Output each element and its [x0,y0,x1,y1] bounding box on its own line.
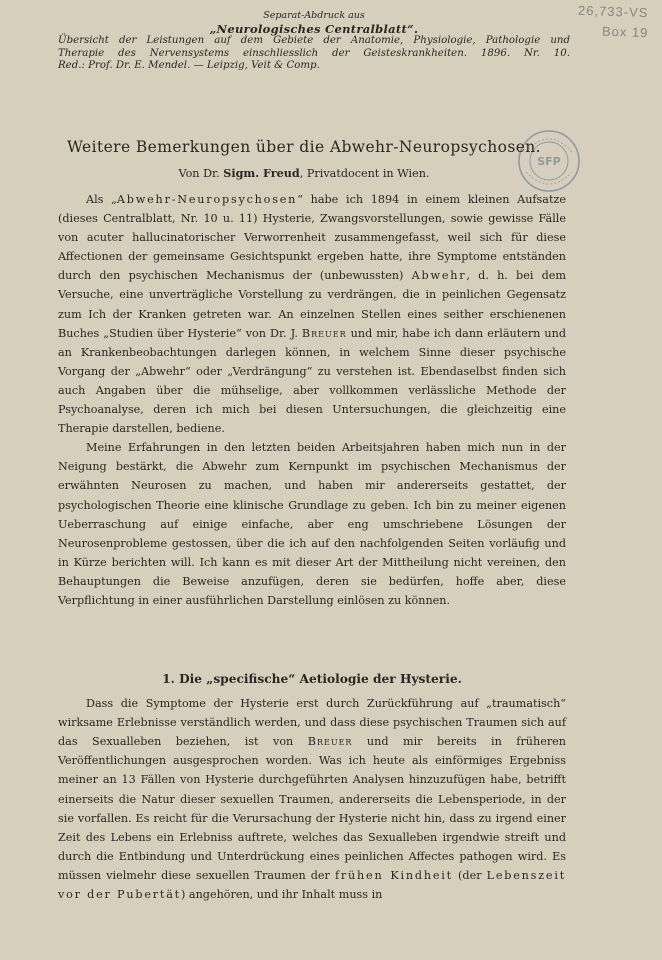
article-byline [54,166,554,180]
paragraph-2: Meine Erfahrungen in den letzten beiden Arbeitsjahren haben mich nun in der Neigung bestärkt, die Abwehr zum Kernpunkt im psychischen Mechanismus der erwähnten Neurosen zu machen, und haben mir andererseits gestattet, der psychologischen Theorie eine klinische Grundlage zu geben. Ich bin zu meiner eigenen Ueberraschung auf einige einfache, aber eng umschriebene Lösungen der Neurosenprobleme gestossen, über die ich auf den nachfolgenden Seiten vorläufig und in Kürze berichten will. Ich kann es mit dieser Art der Mittheilung nicht vereinen, den Behauptungen die Beweise anzufügen, deren sie bedürfen, hoffe aber, diese Verpflichtung in einer ausführlichen Darstellung einlösen zu können. [58,441,566,607]
p1-text-a: Als „ [86,193,117,206]
p1-term-abwehr: Abwehr [411,269,467,283]
p3-text-a: Dass die Symptome der Hysterie erst durch Zurückführung auf „traumatisch“ wirksame Erlebnisse verständlich werden, und dass diese psychischen Traumen sich auf das Sexualleben beziehen, ist von [58,697,566,749]
paragraph-3 [58,694,566,904]
p3-term-prepuberty: Lebenszeit vor der Pubertät [58,868,567,902]
author-name: Sigm. Freud [223,166,300,180]
journal-subtitle-line-2: Therapie des Nervensystems einschliesslich der Geisteskrankheiten. 1896. Nr. 10. [58,47,570,59]
p3-term-early-childhood: frühen Kindheit [334,868,453,882]
svg-text:SFP: SFP [537,155,561,168]
p3-text-d: ) angehören, und ihr Inhalt muss in [180,888,383,902]
article-title: Weitere Bemerkungen über die Abwehr-Neuropsychosen. [66,138,542,156]
p1-text-c: , d. h. bei dem Versuche, eine unverträgliche Vorstellung zu verdrängen, die in peinlichen Gegensatz zum Ich der Kranken getreten war. An einzelnen Stellen eines seither erschienenen Buches „Studien über Hysterie“ von Dr. J. [58,269,566,340]
reprint-header [58,10,570,73]
journal-name: „Neurologisches Centralblatt“. [209,21,419,36]
reprint-note: Separat-Abdruck aus [263,10,365,21]
journal-subtitle-line-1: Übersicht der Leistungen auf dem Gebiete der Anatomie, Physiologie, Pathologie und [58,35,570,46]
archive-box: Box 19 [601,23,649,41]
article-body [58,190,566,610]
section-heading: 1. Die „specifische“ Aetiologie der Hysterie. [162,672,462,686]
p1-name-breuer: Breuer [301,326,347,340]
paragraph-1 [58,190,566,438]
p3-name-breuer: Breuer [307,735,353,749]
archive-pencil-mark [578,2,648,42]
byline-prefix: Von Dr. [178,167,224,180]
p1-term: Abwehr-Neuropsychosen [116,193,298,206]
journal-editor-line: Red.: Prof. Dr. E. Mendel. — Leipzig, Veit & Comp. [58,60,320,71]
p1-text-b: “ habe ich 1894 in einem kleinen Aufsatze (dieses Centralblatt, Nr. 10 u. 11) Hysterie, Zwangsvorstellungen, sowie gewisse Fälle von acuter hallucinatorischer Verworrenheit zusammengefasst, weil sich für diese Affectionen der gemeinsame Gesichtspunkt ergeben hatte, ihre Symptome entständen durch den psychischen Mechanismus der (unbewussten) [58,193,566,283]
p3-text-c: (der [452,868,487,882]
article-section-1 [58,662,566,904]
archive-number: 26,733-VS [577,2,649,21]
byline-affiliation: , Privatdocent in Wien. [299,167,430,180]
p3-text-b: und mir bereits in früheren Veröffentlichungen ausgesprochen worden. Was ich heute als einförmiges Ergebniss meiner an 13 Fällen von Hysterie durchgeführten Analysen hinzuzufügen habe, betrifft einerseits die Natur dieser sexuellen Traumen, andererseits die Lebensperiode, in der sie vorfallen. Es reicht für die Verursachung der Hysterie nicht hin, dass zu irgend einer Zeit des Lebens ein Erlebniss auftrete, welches das Sexualleben irgendwie streift und durch die Entbindung und Unterdrückung eines peinlichen Affectes pathogen wird. Es müssen vielmehr diese sexuellen Traumen der [58,735,566,882]
library-stamp-icon [514,126,584,196]
p1-text-d: und mir, habe ich dann erläutern und an Krankenbeobachtungen darlegen können, in welchem Sinne dieser psychische Vorgang der „Abwehr“ oder „Verdrängung“ zu verstehen ist. Ebendaselbst finden sich auch Angaben über die mühselige, aber vollkommen verlässliche Methode der Psychoanalyse, deren ich mich bei diesen Untersuchungen, die gleichzeitig eine Therapie darstellen, bediene. [58,326,566,436]
